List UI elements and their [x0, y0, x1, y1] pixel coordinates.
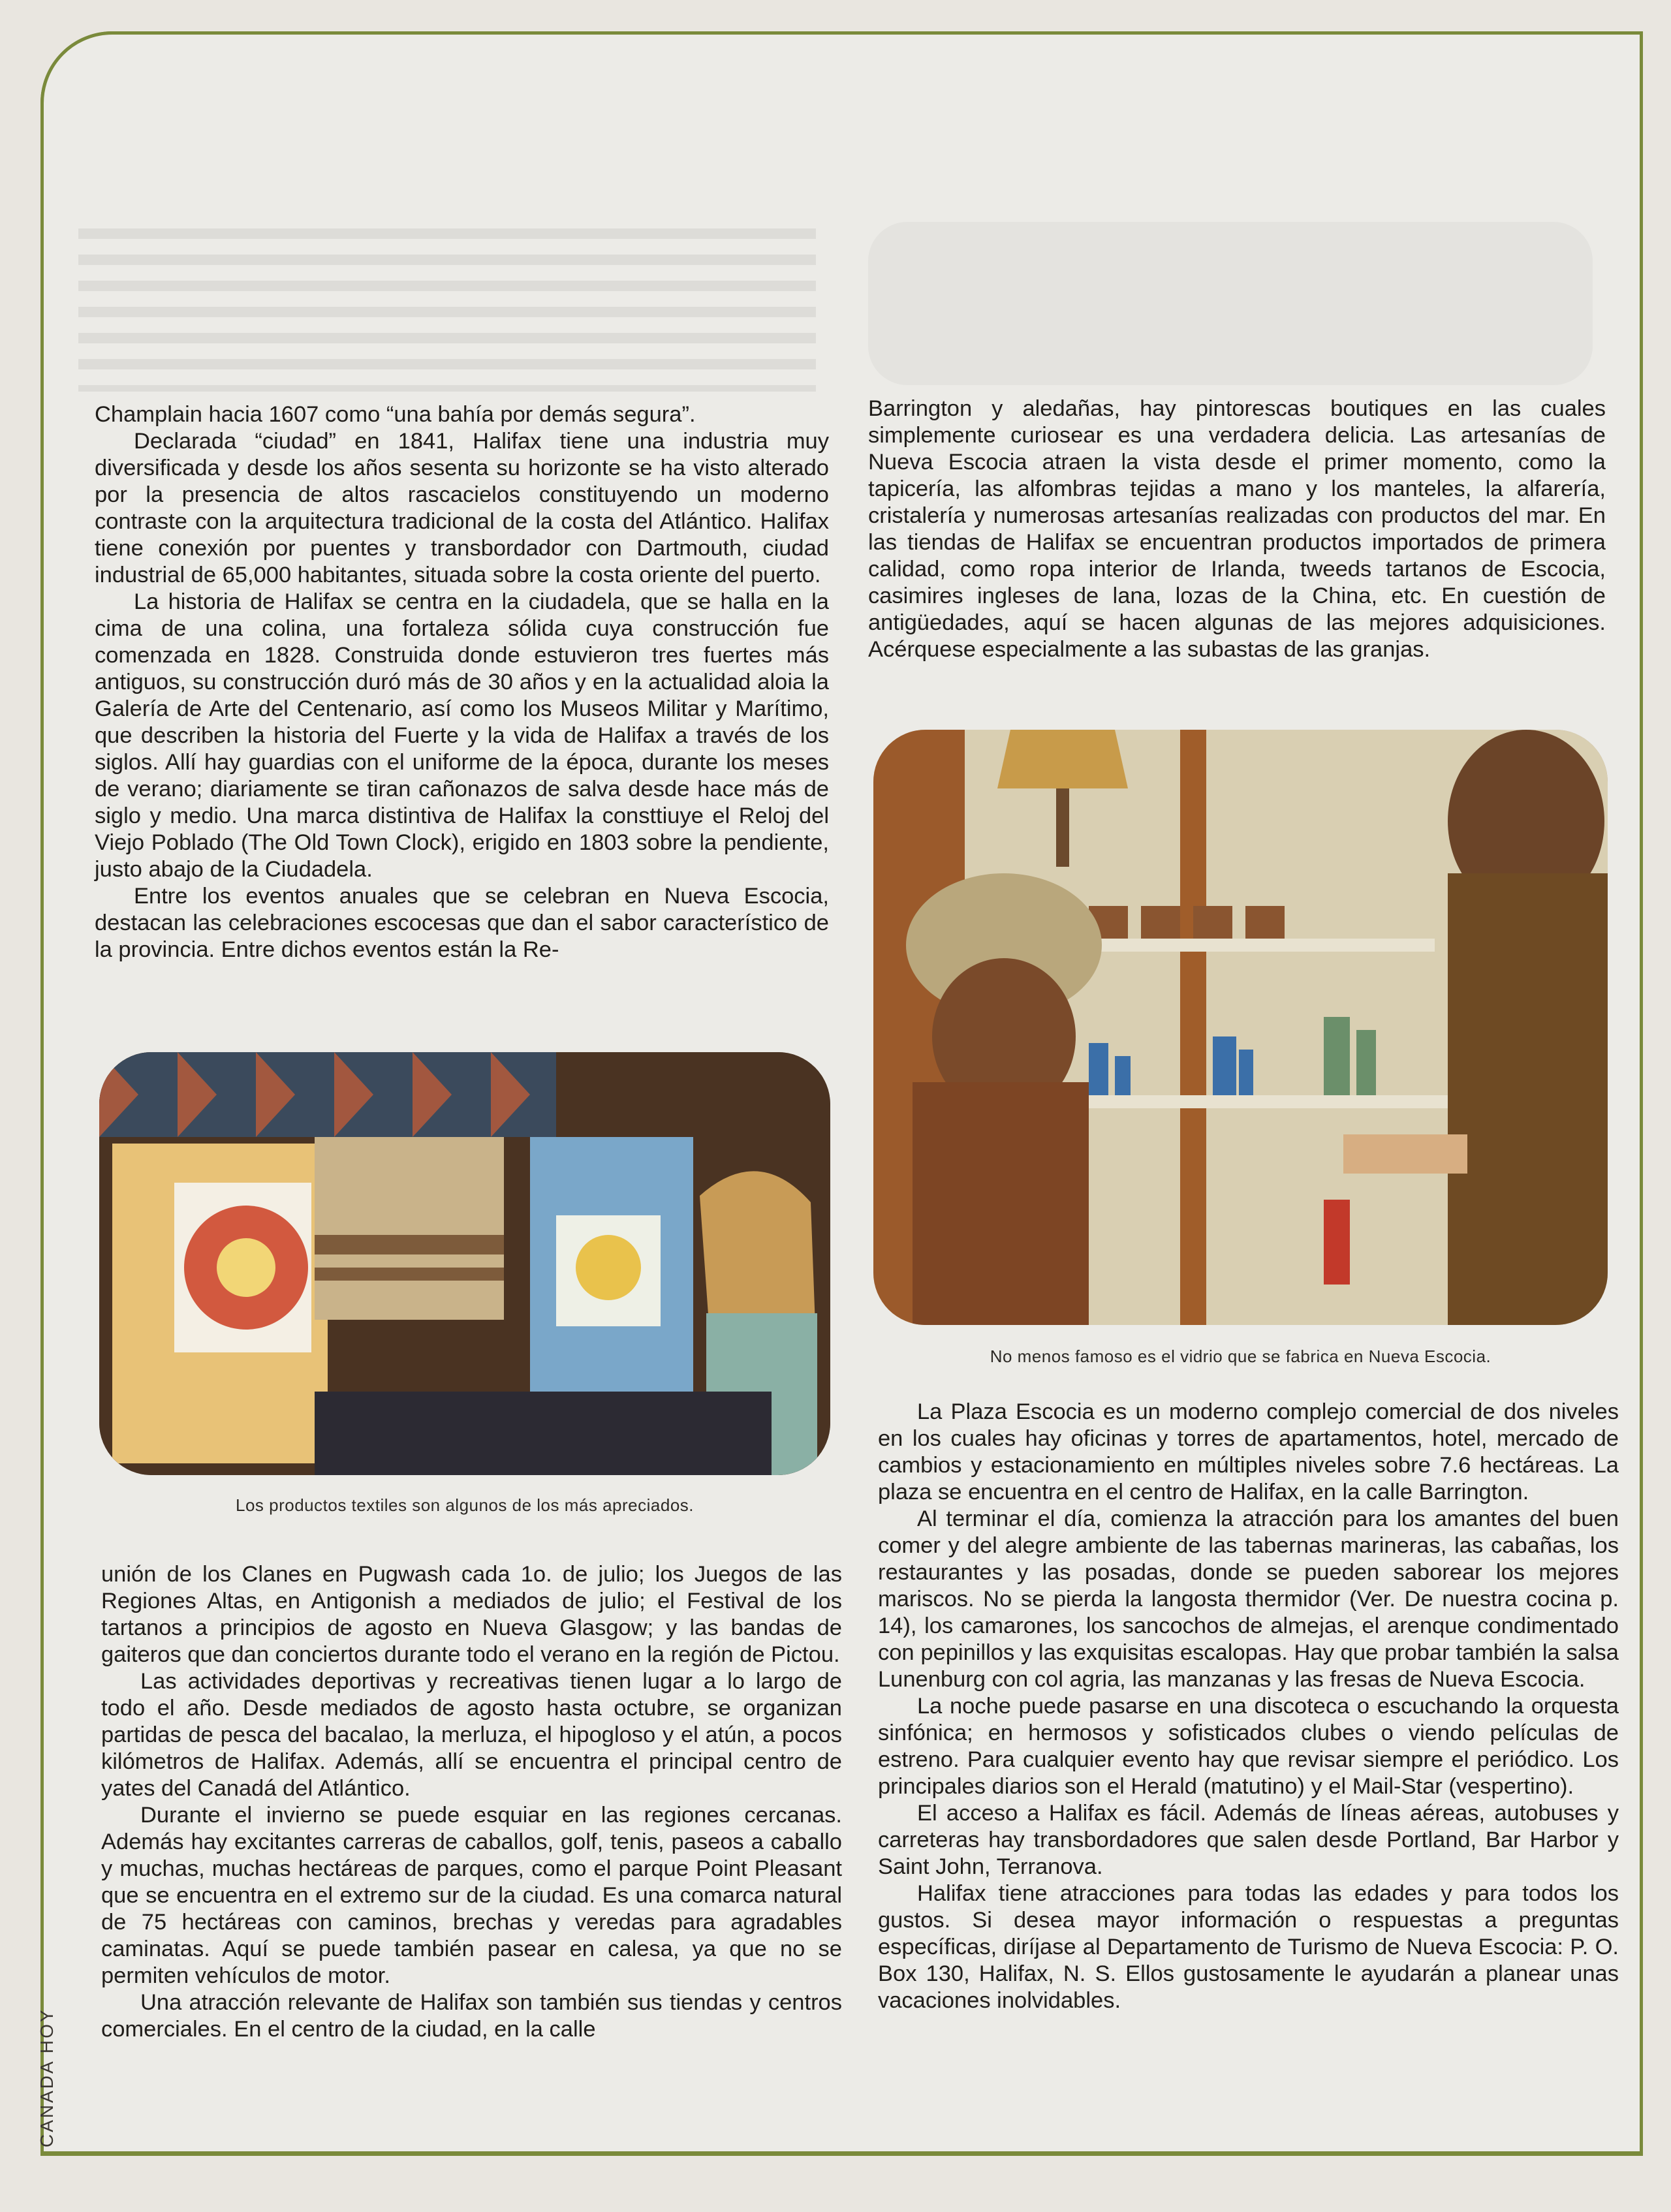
bottom-rule	[40, 2151, 1643, 2155]
article-column-left-top	[95, 401, 829, 963]
photo-caption-textiles: Los productos textiles son algunos de los más apreciados.	[236, 1495, 694, 1515]
paragraph: La historia de Halifax se centra en la ciudadela, que se halla en la cima de una colina, una fortaleza sólida cuya construcción fue comenzada en 1828. Construida donde estuvieron tres fuertes más antiguos, su construcción duró más de 30 años y en la actualidad aloia la Galería de Arte del Centenario, así como los Museos Militar y Marítimo, que describen la historia del Fuerte y la vida de Halifax a través de los siglos. Allí hay guardias con el uniforme de la época, durante los meses de verano; diariamente se tiran cañonazos de salva desde hace más de siglo y medio. Una marca distintiva de Halifax la consttiuye el Reloj del Viejo Poblado (The Old Town Clock), erigido en 1803 sobre la pendiente, justo abajo de la Ciudadela.	[95, 589, 829, 882]
photo-caption-glassware: No menos famoso es el vidrio que se fabrica en Nueva Escocia.	[990, 1347, 1491, 1366]
bleed-through-image	[868, 222, 1593, 385]
textile-illustration	[99, 1052, 830, 1475]
paragraph: El acceso a Halifax es fácil. Además de líneas aéreas, autobuses y carreteras hay transbordadores que salen desde Portland, Bar Harbor y Saint John, Terranova.	[878, 1801, 1619, 1879]
photo-glassware	[873, 730, 1608, 1325]
paragraph: Las actividades deportivas y recreativas tienen lugar a lo largo de todo el año. Desde mediados de agosto hasta octubre, se organizan partidas de pesca del bacalao, la merluza, el hipogloso y el atún, a pocos kilómetros de Halifax. Además, allí se encuentra el principal centro de yates del Canadá del Atlántico.	[101, 1669, 842, 1801]
paragraph: Durante el invierno se puede esquiar en las regiones cercanas. Además hay excitantes carreras de caballos, golf, tenis, paseos a caballo y muchas, muchas hectáreas de parques, como el parque Point Pleasant que se encuentra en el extremo sur de la ciudad. Es una comarca natural de 75 hectáreas con caminos, brechas y veredas para agradables caminatas. Aquí se puede también pasear en calesa, ya que no se permiten vehículos de motor.	[101, 1803, 842, 1988]
magazine-side-label: CANADA HOY	[37, 2008, 57, 2147]
article-column-left-bottom	[101, 1561, 842, 2043]
paragraph: unión de los Clanes en Pugwash cada 1o. de julio; los Juegos de las Regiones Altas, en Antigonish a mediados de julio; el Festival de los tartanos a principios de agosto en Nueva Glasgow; y las bandas de gaiteros que dan conciertos durante todo el verano en la región de Pictou.	[101, 1562, 842, 1667]
paragraph: Al terminar el día, comienza la atracción para los amantes del buen comer y del alegre ambiente de las tabernas marineras, las cabañas, los restaurantes y las posadas, donde se pueden saborear los mejores mariscos. No se pierda la langosta thermidor (Ver. De nuestra cocina p. 14), los camarones, los sancochos de almejas, el arenque condimentado con pepinillos y las exquisitas escalopas. Hay que probar también la salsa Lunenburg con col agria, las manzanas y las fresas de Nueva Escocia.	[878, 1506, 1619, 1692]
paragraph: Una atracción relevante de Halifax son también sus tiendas y centros comerciales. En el centro de la ciudad, en la calle	[101, 1990, 842, 2042]
paragraph: Champlain hacia 1607 como “una bahía por demás segura”.	[95, 402, 696, 427]
paragraph: Entre los eventos anuales que se celebran en Nueva Escocia, destacan las celebraciones escocesas que dan el sabor característico de la provincia. Entre dichos eventos están la Re-	[95, 884, 829, 962]
paragraph: Declarada “ciudad” en 1841, Halifax tiene una industria muy diversificada y desde los años sesenta su horizonte se ha visto alterado por la presencia de altos rascacielos constituyendo un moderno contraste con la arquitectura tradicional de la costa del Atlántico. Halifax tiene conexión por puentes y transbordador con Dartmouth, ciudad industrial de 65,000 habitantes, situada sobre la costa oriente del puerto.	[95, 429, 829, 587]
article-column-right-bottom	[878, 1399, 1619, 2014]
bleed-through-text	[78, 228, 816, 392]
article-column-right-top	[868, 396, 1606, 663]
paragraph: Barrington y aledañas, hay pintorescas boutiques en las cuales simplemente curiosear es una verdadera delicia. Las artesanías de Nueva Escocia atraen la vista desde el primer momento, como la tapicería, las alfombras tejidas a mano y los manteles, la alfarería, cristalería y numerosas artesanías realizadas con productos del mar. En las tiendas de Halifax se encuentran productos importados de primera calidad, como ropa interior de Irlanda, tweeds tartanos de Escocia, casimires ingleses de lana, lozas de la China, etc. En cuestión de antigüedades, aquí se hacen algunas de las mejores adquisiciones. Acérquese especialmente a las subastas de las granjas.	[868, 396, 1606, 662]
paragraph: La noche puede pasarse en una discoteca o escuchando la orquesta sinfónica; en hermosos y sofisticados clubes o viendo películas de estreno. Para cualquier evento hay que revisar siempre el periódico. Los principales diarios son el Herald (matutino) y el Mail-Star (vespertino).	[878, 1694, 1619, 1799]
photo-textiles	[99, 1052, 830, 1475]
paragraph: Halifax tiene atracciones para todas las edades y para todos los gustos. Si desea mayor información o respuestas a preguntas específicas, diríjase al Departamento de Turismo de Nueva Escocia: P. O. Box 130, Halifax, N. S. Ellos gustosamente le ayudarán a planear unas vacaciones inolvidables.	[878, 1881, 1619, 2013]
paragraph: La Plaza Escocia es un moderno complejo comercial de dos niveles en los cuales hay oficinas y torres de apartamentos, hotel, mercado de cambios y estacionamiento en múltiples niveles sobre 7.6 hectáreas. La plaza se encuentra en el centro de Halifax, en la calle Barrington.	[878, 1399, 1619, 1504]
glassware-illustration	[873, 730, 1608, 1325]
